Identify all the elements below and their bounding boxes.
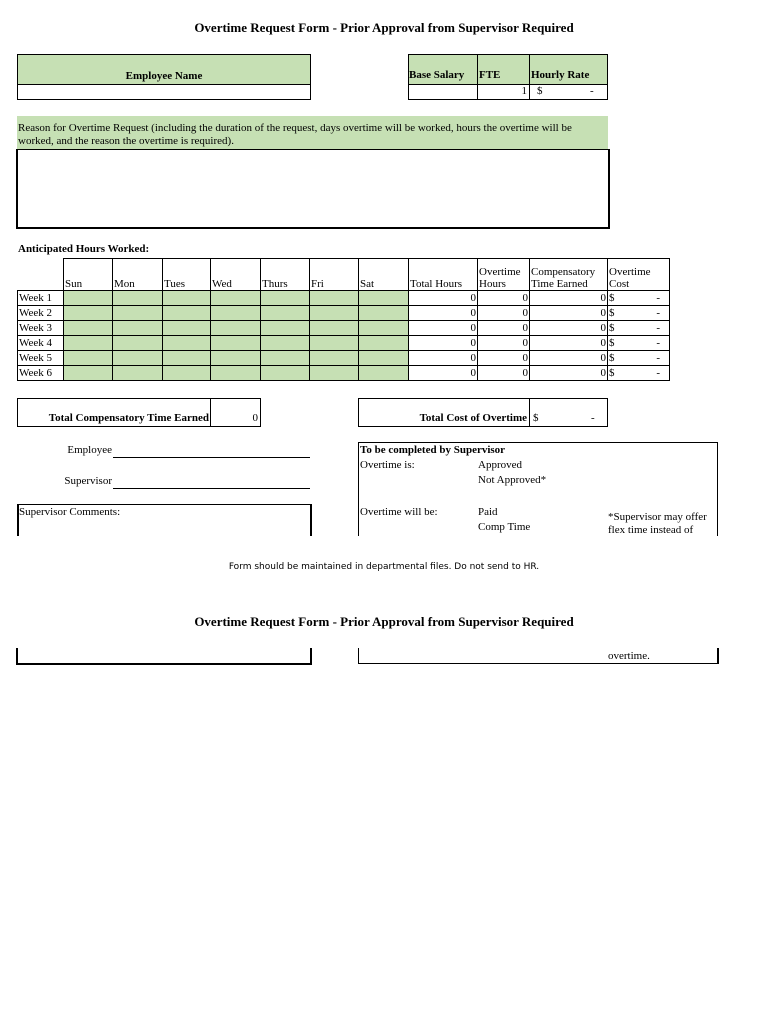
- col-fri: Fri: [310, 259, 359, 291]
- total-cost-divider: [529, 398, 530, 427]
- table-row: [18, 336, 670, 351]
- hourly-rate-label: Hourly Rate: [531, 69, 590, 81]
- hours-cell-fri[interactable]: [310, 291, 359, 306]
- overtime-hours-cell: 0: [478, 291, 530, 306]
- overtime-cost-cell: [608, 366, 670, 381]
- comp-time-cell: 0: [530, 321, 608, 336]
- overtime-will-be-label: Overtime will be:: [360, 506, 438, 518]
- hours-cell-sun[interactable]: [64, 366, 113, 381]
- hours-cell-fri[interactable]: [310, 321, 359, 336]
- hours-cell-mon[interactable]: [113, 306, 163, 321]
- hours-cell-sat[interactable]: [359, 366, 409, 381]
- week-label: Week 4: [18, 336, 64, 351]
- overtime-cost-cell: [608, 321, 670, 336]
- total-hours-cell: 0: [409, 306, 478, 321]
- col-mon: Mon: [113, 259, 163, 291]
- cost-currency: $: [609, 306, 615, 319]
- hours-cell-mon[interactable]: [113, 321, 163, 336]
- supervisor-comments-box-continued[interactable]: [16, 648, 312, 665]
- approved-option[interactable]: Approved: [478, 459, 522, 471]
- hours-cell-sun[interactable]: [64, 336, 113, 351]
- supervisor-section-title: To be completed by Supervisor: [360, 444, 506, 456]
- col-comp-time: Compensatory Time Earned: [530, 259, 608, 291]
- col-wed: Wed: [211, 259, 261, 291]
- hours-cell-mon[interactable]: [113, 366, 163, 381]
- hours-cell-mon[interactable]: [113, 291, 163, 306]
- overtime-cost-cell: [608, 336, 670, 351]
- hours-cell-wed[interactable]: [211, 291, 261, 306]
- total-cost-value: -: [591, 412, 595, 424]
- table-row: [18, 351, 670, 366]
- cost-currency: $: [609, 291, 615, 304]
- hours-cell-fri[interactable]: [310, 351, 359, 366]
- hours-table: [17, 258, 670, 381]
- col-overtime-cost: Overtime Cost: [608, 259, 670, 291]
- hours-cell-fri[interactable]: [310, 336, 359, 351]
- employee-signature-label: Employee: [67, 444, 112, 456]
- week-label: Week 5: [18, 351, 64, 366]
- cost-value: -: [656, 336, 660, 349]
- cost-currency: $: [609, 351, 615, 364]
- hourly-rate-value: -: [590, 85, 594, 97]
- col-overtime-hours: Overtime Hours: [478, 259, 530, 291]
- employee-name-label: Employee Name: [125, 70, 203, 82]
- hours-cell-sun[interactable]: [64, 291, 113, 306]
- form-title: Overtime Request Form - Prior Approval from Supervisor Required: [194, 20, 574, 35]
- flex-time-note: *Supervisor may offer flex time instead of: [608, 511, 707, 535]
- hours-cell-mon[interactable]: [113, 351, 163, 366]
- hours-cell-fri[interactable]: [310, 366, 359, 381]
- hours-cell-sat[interactable]: [359, 291, 409, 306]
- hours-cell-wed[interactable]: [211, 366, 261, 381]
- week-label: Week 3: [18, 321, 64, 336]
- hours-cell-tues[interactable]: [163, 321, 211, 336]
- comp-time-cell: 0: [530, 291, 608, 306]
- overtime-cost-cell: [608, 351, 670, 366]
- hours-cell-sun[interactable]: [64, 351, 113, 366]
- hours-section-title: Anticipated Hours Worked:: [18, 243, 150, 255]
- overtime-hours-cell: 0: [478, 306, 530, 321]
- hours-cell-tues[interactable]: [163, 336, 211, 351]
- hours-cell-thurs[interactable]: [261, 366, 310, 381]
- overtime-cost-cell: [608, 306, 670, 321]
- hours-cell-thurs[interactable]: [261, 351, 310, 366]
- overtime-hours-cell: 0: [478, 321, 530, 336]
- col-total-hours: Total Hours: [409, 259, 478, 291]
- overtime-is-label: Overtime is:: [360, 459, 415, 471]
- hours-cell-thurs[interactable]: [261, 321, 310, 336]
- cost-currency: $: [609, 336, 615, 349]
- total-comp-value: 0: [252, 412, 258, 424]
- total-cost-label: Total Cost of Overtime: [419, 412, 527, 424]
- overtime-cost-cell: [608, 291, 670, 306]
- hours-cell-tues[interactable]: [163, 351, 211, 366]
- cost-value: -: [656, 366, 660, 379]
- hourly-rate-currency: $: [537, 85, 543, 97]
- hours-cell-sat[interactable]: [359, 306, 409, 321]
- reason-label: Reason for Overtime Request (including the duration of the request, days overtime will be worked, hours the overtime will be worked, and the reason the overtime is required).: [18, 122, 572, 147]
- overtime-hours-cell: 0: [478, 336, 530, 351]
- cost-value: -: [656, 306, 660, 319]
- comp-time-option[interactable]: Comp Time: [478, 521, 531, 533]
- hours-cell-wed[interactable]: [211, 336, 261, 351]
- not-approved-option[interactable]: Not Approved*: [478, 474, 547, 486]
- hours-cell-tues[interactable]: [163, 306, 211, 321]
- hours-cell-wed[interactable]: [211, 351, 261, 366]
- week-label-header: [18, 259, 64, 291]
- supervisor-section-box-continued: [358, 648, 719, 664]
- cost-currency: $: [609, 321, 615, 334]
- total-cost-currency: $: [533, 412, 539, 424]
- footer-note: Form should be maintained in departmental files. Do not send to HR.: [228, 562, 540, 572]
- paid-option[interactable]: Paid: [478, 506, 498, 518]
- comp-time-cell: 0: [530, 351, 608, 366]
- hours-cell-tues[interactable]: [163, 366, 211, 381]
- hours-cell-tues[interactable]: [163, 291, 211, 306]
- comp-time-cell: 0: [530, 336, 608, 351]
- employee-name-header: [17, 54, 311, 85]
- overtime-hours-cell: 0: [478, 351, 530, 366]
- total-hours-cell: 0: [409, 366, 478, 381]
- week-label: Week 2: [18, 306, 64, 321]
- hours-cell-sat[interactable]: [359, 351, 409, 366]
- col-thurs: Thurs: [261, 259, 310, 291]
- hours-cell-sun[interactable]: [64, 306, 113, 321]
- hours-cell-thurs[interactable]: [261, 291, 310, 306]
- hours-cell-wed[interactable]: [211, 321, 261, 336]
- col-sun: Sun: [64, 259, 113, 291]
- col-sat: Sat: [359, 259, 409, 291]
- table-row: [18, 306, 670, 321]
- supervisor-signature-line[interactable]: [113, 488, 310, 489]
- total-hours-cell: 0: [409, 291, 478, 306]
- cost-currency: $: [609, 366, 615, 379]
- hours-cell-sun[interactable]: [64, 321, 113, 336]
- supervisor-signature-label: Supervisor: [64, 475, 112, 487]
- fte-value[interactable]: 1: [521, 85, 527, 97]
- overtime-hours-cell: 0: [478, 366, 530, 381]
- hours-cell-wed[interactable]: [211, 306, 261, 321]
- cost-value: -: [656, 321, 660, 334]
- fte-label: FTE: [479, 69, 501, 81]
- table-row: [18, 366, 670, 381]
- total-hours-cell: 0: [409, 351, 478, 366]
- supervisor-comments-label: Supervisor Comments:: [19, 506, 121, 518]
- reason-header: [17, 116, 608, 149]
- employee-signature-line[interactable]: [113, 457, 310, 458]
- table-row: [18, 291, 670, 306]
- hours-cell-fri[interactable]: [310, 306, 359, 321]
- week-label: Week 1: [18, 291, 64, 306]
- reason-textarea[interactable]: [16, 149, 610, 229]
- flex-time-note-continued: overtime.: [608, 650, 650, 662]
- form-title-page2: Overtime Request Form - Prior Approval from Supervisor Required: [194, 614, 574, 629]
- hours-cell-thurs[interactable]: [261, 306, 310, 321]
- comp-time-cell: 0: [530, 306, 608, 321]
- cost-value: -: [656, 291, 660, 304]
- table-row: [18, 321, 670, 336]
- cost-value: -: [656, 351, 660, 364]
- hours-cell-sat[interactable]: [359, 321, 409, 336]
- comp-time-cell: 0: [530, 366, 608, 381]
- hours-cell-thurs[interactable]: [261, 336, 310, 351]
- total-comp-label: Total Compensatory Time Earned: [48, 412, 209, 424]
- col-tues: Tues: [163, 259, 211, 291]
- week-label: Week 6: [18, 366, 64, 381]
- hours-cell-sat[interactable]: [359, 336, 409, 351]
- employee-name-field[interactable]: [17, 84, 311, 100]
- hours-cell-mon[interactable]: [113, 336, 163, 351]
- total-hours-cell: 0: [409, 336, 478, 351]
- base-salary-label: Base Salary: [409, 69, 465, 81]
- total-hours-cell: 0: [409, 321, 478, 336]
- hours-header-row: [18, 259, 670, 291]
